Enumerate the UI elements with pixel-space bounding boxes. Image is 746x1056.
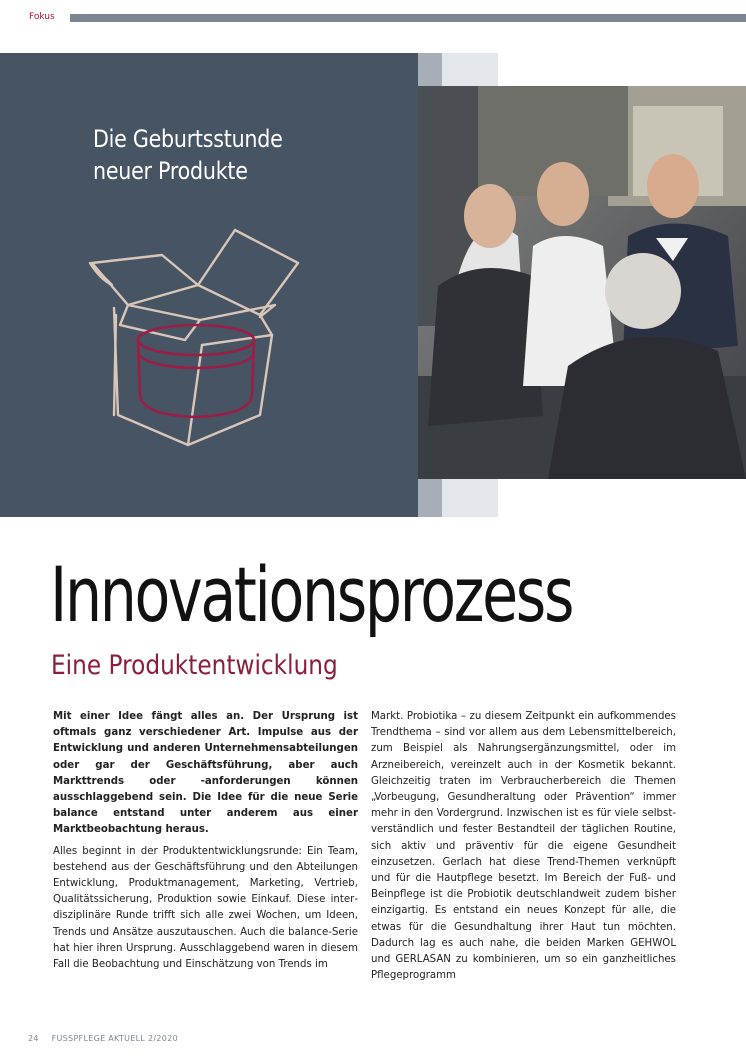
open-box-with-jar-icon — [80, 225, 310, 475]
text-column-right — [371, 709, 676, 984]
section-label: Fokus — [29, 12, 55, 22]
publication-name: FUSSPFLEGE AKTUELL 2/2020 — [51, 1034, 178, 1043]
header-rule — [70, 14, 746, 22]
article-title: Innovationsprozess — [50, 550, 573, 639]
body-paragraph-right: Markt. Probiotika – zu diesem Zeitpunkt ein aufkommendes Trendthema – sind vor allem aus dem Lebensmittelbereich, zum Beispiel als Nahrungsergänzungsmittel, oder im Arzneibereich, vereinzelt auch in der Kosmetik bekannt. Gleichzeitig traten im Verbraucherbereich die Themen „Vorbeugung, Gesundheraltung oder Prävention“ immer mehr in den Vordergrund. Inzwischen ist es für viele selbstverständlich und fester Bestandteil der täglichen Routine, sich aktiv und präventiv für die eigene Gesundheit einzusetzen. Gerlach hat diese Trend-Themen verknüpft und für die Hautpflege besetzt. Im Bereich der Fuß- und Beinpflege ist die Probiotik deutschlandweit zudem bisher einzigartig. Es entstand ein neues Konzept für alle, die etwas für die Gesundhaltung ihrer Haut tun möchten. Dadurch lag es auch nahe, die beiden Marken GEHWOL und GERLASAN zu kombinieren, um so ein ganzheitliches Pflegeprogramm — [371, 711, 676, 982]
page-number: 24 — [28, 1034, 39, 1043]
meeting-photo — [418, 86, 746, 479]
hero-title — [93, 123, 351, 187]
text-column-left — [53, 709, 358, 973]
hero-title-line-1: Die Geburtsstunde — [93, 125, 283, 153]
page-footer — [28, 1034, 178, 1043]
body-paragraph-left: Alles beginnt in der Produktentwicklungsrunde: Ein Team, bestehend aus der Geschäftsführung und den Abteilungen Entwicklung, Produktmanagement, Marketing, Vertrieb, Qualitätssicherung, Produktion sowie Einkauf. Diese interdisziplinäre Runde trifft sich alle zwei Wochen, um Ideen, Trends und Ansätze auszutauschen. Auch die balance-Serie hat hier ihren Ursprung. Ausschlaggebend waren in diesem Fall die Beobachtung und Einschätzung von Trends im — [53, 845, 358, 971]
lead-paragraph: Mit einer Idee fängt alles an. Der Ursprung ist oftmals ganz verschiedener Art. Impulse aus der Entwicklung und anderen Unternehmensabteilungen oder gar der Geschäftsführung, aber auch Markttrends oder -anforderungen können ausschlaggebend sein. Die Idee für die neue Serie balance entstand unter anderem aus einer Marktbeobachtung heraus. — [53, 711, 358, 836]
hero-title-line-2: neuer Produkte — [93, 157, 248, 185]
article-subtitle: Eine Produktentwicklung — [51, 650, 338, 681]
